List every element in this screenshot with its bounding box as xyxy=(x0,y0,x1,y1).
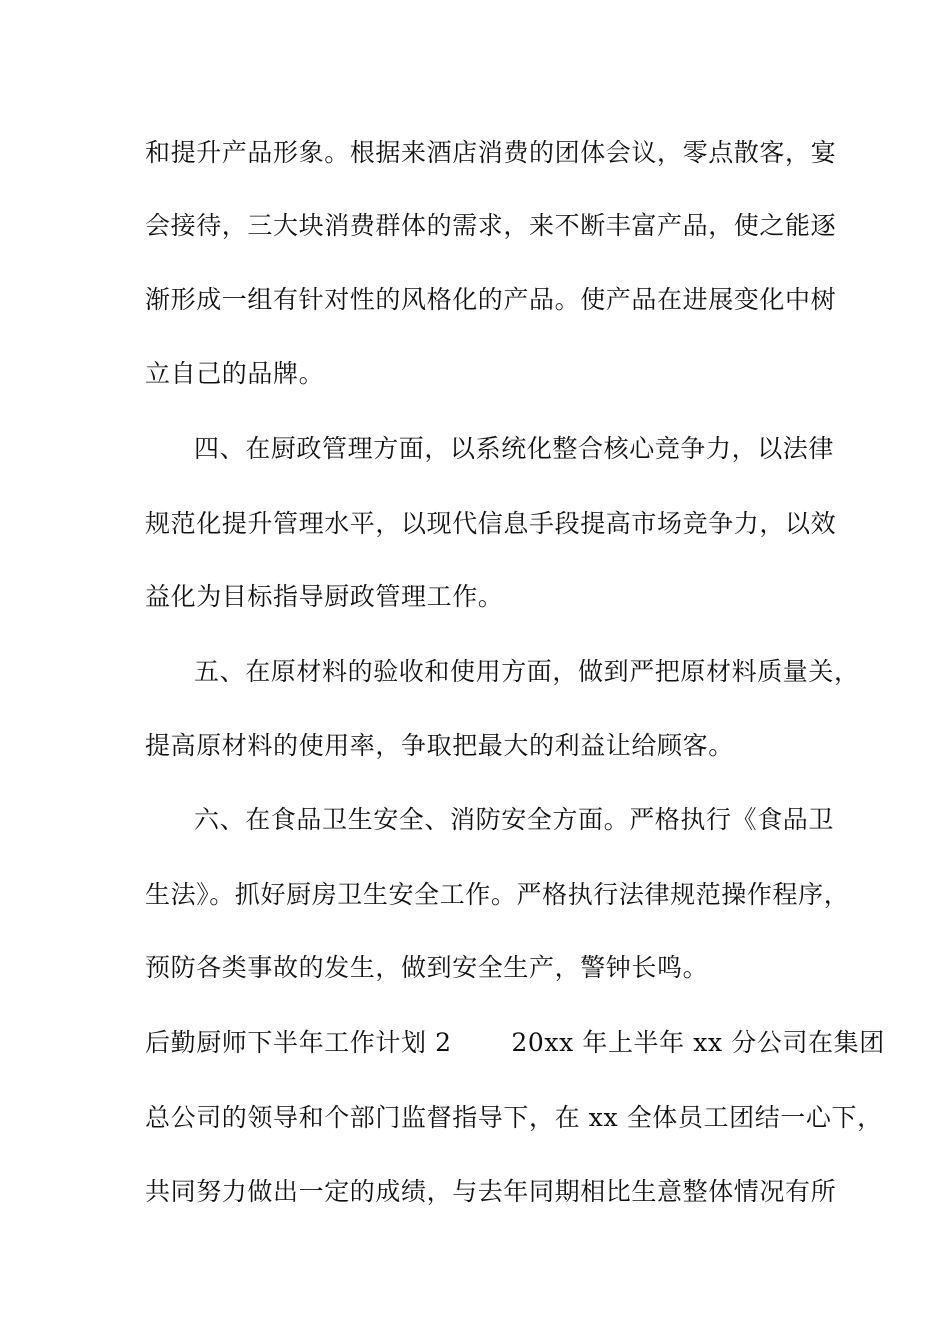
text-line: 预防各类事故的发生，做到安全生产，警钟长鸣。 xyxy=(145,953,709,982)
text-line: 提高原材料的使用率，争取把最大的利益让给顾客。 xyxy=(145,731,734,760)
text-line: 六、在食品卫生安全、消防安全方面。严格执行《食品卫 xyxy=(194,805,835,834)
text-line: 立自己的品牌。 xyxy=(145,359,325,388)
text-line: 规范化提升管理水平，以现代信息手段提高市场竞争力，以效 xyxy=(145,509,837,538)
text-line: 益化为目标指导厨政管理工作。 xyxy=(145,582,504,611)
text-line: 五、在原材料的验收和使用方面，做到严把原材料质量关， xyxy=(194,657,860,686)
text-line: 共同努力做出一定的成绩，与去年同期相比生意整体情况有所 xyxy=(145,1177,837,1206)
text-line: 总公司的领导和个部门监督指导下，在 xx 全体员工团结一心下， xyxy=(145,1103,883,1132)
text-line: 会接待，三大块消费群体的需求，来不断丰富产品，使之能逐 xyxy=(145,211,837,240)
section-heading-line: 后勤厨师下半年工作计划 2 20xx 年上半年 xx 分公司在集团 xyxy=(145,1028,885,1057)
text-line: 四、在厨政管理方面，以系统化整合核心竞争力，以法律 xyxy=(194,434,835,463)
text-line: 渐形成一组有针对性的风格化的产品。使产品在进展变化中树 xyxy=(145,285,837,314)
text-line: 和提升产品形象。根据来酒店消费的团体会议，零点散客，宴 xyxy=(145,138,837,167)
text-line: 生法》。抓好厨房卫生安全工作。严格执行法律规范操作程序， xyxy=(145,880,850,909)
